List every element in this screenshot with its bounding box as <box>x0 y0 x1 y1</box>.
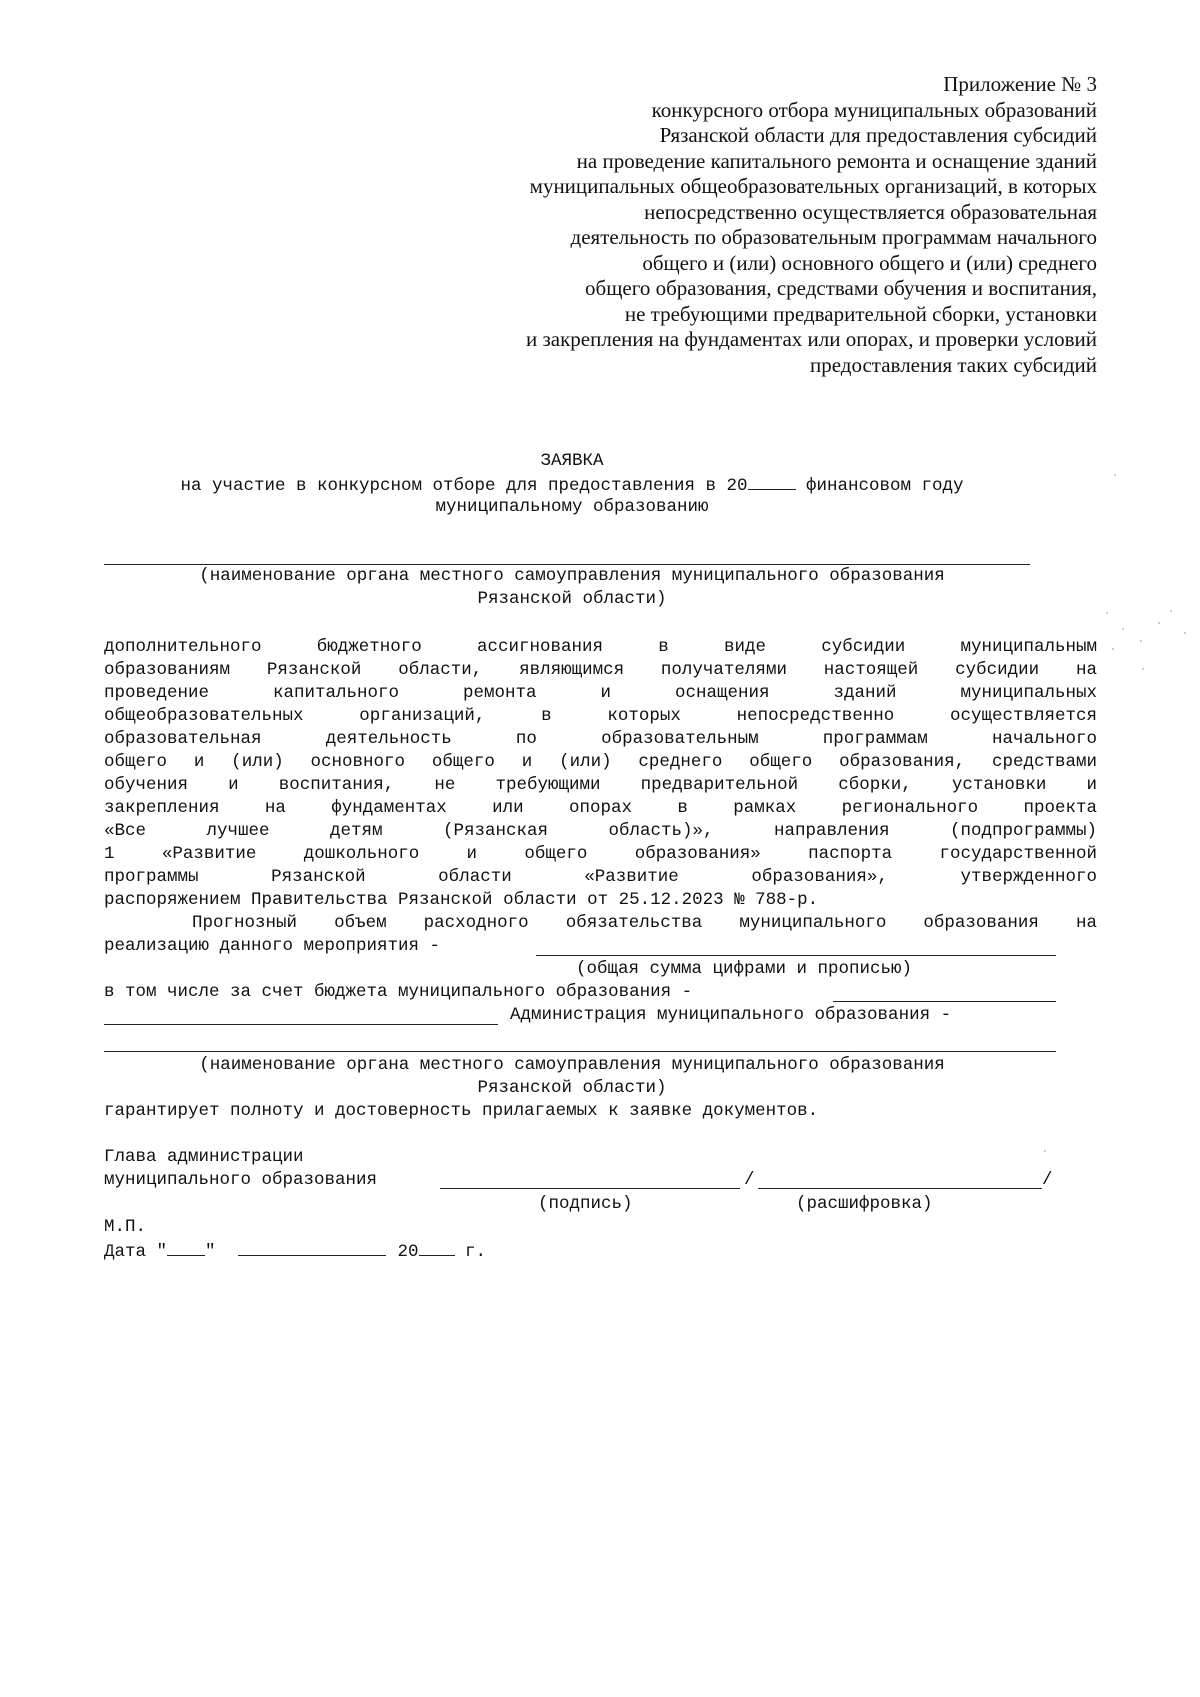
caption-signature: (подпись) <box>538 1194 633 1214</box>
head-title-2: муниципального образования <box>104 1170 378 1190</box>
body-line: 1 «Развитие дошкольного и общего образования» паспорта государственной <box>104 844 1097 864</box>
budget-amount-blank <box>833 1001 1056 1002</box>
body-line: обучения и воспитания, не требующими предварительной сборки, установки и <box>104 775 1097 795</box>
body-line: образованиям Рязанской области, являющимся получателями настоящей субсидии на <box>104 660 1097 680</box>
body-line: образовательная деятельность по образовательным программам начального <box>104 729 1097 749</box>
form-title: ЗАЯВКА <box>540 451 604 471</box>
form-subtitle-part2: финансовом году <box>795 476 964 496</box>
header-line: непосредственно осуществляется образовательная <box>644 199 1097 224</box>
caption-org-region: Рязанской области) <box>477 589 667 609</box>
scan-speck <box>1140 640 1142 642</box>
date-label: Дата " <box>104 1242 168 1262</box>
header-line: предоставления таких субсидий <box>809 352 1097 377</box>
body-line: закрепления на фундаментах или опорах в рамках регионального проекта <box>104 798 1097 818</box>
body-line: общего и (или) основного общего и (или) среднего общего образования, средствами <box>104 752 1097 772</box>
header-line: и закрепления на фундаментах или опорах, и проверки условий <box>525 327 1097 351</box>
body-line: проведение капитального ремонта и оснащения зданий муниципальных <box>104 683 1097 703</box>
forecast-line2: реализацию данного мероприятия - <box>104 936 441 956</box>
admin-name-blank <box>104 1024 498 1025</box>
caption-total-sum: (общая сумма цифрами и прописью) <box>576 959 913 979</box>
year-blank <box>748 473 796 490</box>
scan-speck <box>1114 474 1116 476</box>
signature-slash: / <box>744 1170 755 1190</box>
month-blank <box>238 1239 386 1256</box>
header-line: на проведение капитального ремонта и оснащение зданий <box>576 148 1097 173</box>
form-subtitle-line2: муниципальному образованию <box>435 497 709 517</box>
form-subtitle-part1: на участие в конкурсном отборе для предоставления в 20 <box>180 476 748 496</box>
date-suffix: г. <box>454 1242 487 1262</box>
scan-speck <box>1112 648 1114 650</box>
body-last-line: распоряжением Правительства Рязанской области от 25.12.2023 № 788-р. <box>104 890 819 910</box>
budget-line: в том числе за счет бюджета муниципального образования - <box>104 982 693 1002</box>
caption-org-name-2: (наименование органа местного самоуправления муниципального образования <box>199 1055 945 1075</box>
decoding-blank <box>758 1188 1042 1189</box>
header-line: общего образования, средствами обучения и воспитания, <box>585 276 1097 300</box>
org-name-blank-2 <box>104 1051 1056 1052</box>
day-blank <box>167 1239 205 1256</box>
body-line: программы Рязанской области «Развитие образования», утвержденного <box>104 867 1097 887</box>
caption-org-region-2: Рязанской области) <box>477 1078 667 1098</box>
header-line: Приложение № 3 <box>943 72 1097 96</box>
admin-line: Администрация муниципального образования - <box>510 1005 952 1025</box>
year-suffix-blank <box>419 1239 455 1256</box>
header-line: общего и (или) основного общего и (или) среднего <box>642 250 1097 275</box>
appendix-header <box>417 72 1097 378</box>
scan-speck <box>1142 668 1144 670</box>
scan-speck <box>1122 628 1124 630</box>
body-line: дополнительного бюджетного ассигнования в виде субсидии муниципальным <box>104 637 1097 657</box>
seal-label: М.П. <box>104 1217 147 1237</box>
form-subtitle <box>104 473 1040 497</box>
date-quote: " <box>205 1242 216 1262</box>
scan-speck <box>1044 1150 1046 1152</box>
total-sum-blank <box>536 955 1056 956</box>
head-title: Глава администрации <box>104 1147 304 1167</box>
guarantee-text: гарантирует полноту и достоверность прилагаемых к заявке документов. <box>104 1101 819 1121</box>
scan-speck <box>1170 610 1172 612</box>
header-line: Рязанской области для предоставления субсидий <box>659 123 1097 147</box>
header-line: не требующими предварительной сборки, установки <box>624 301 1097 326</box>
header-line: деятельность по образовательным программам начального <box>570 225 1097 249</box>
forecast-line: Прогнозный объем расходного обязательства муниципального образования на <box>192 913 1097 933</box>
header-line: муниципальных общеобразовательных организаций, в которых <box>529 174 1097 198</box>
scan-speck <box>1106 612 1108 614</box>
scan-speck <box>1158 622 1160 624</box>
signature-blank <box>440 1188 740 1189</box>
date-line <box>104 1239 486 1263</box>
caption-org-name: (наименование органа местного самоуправления муниципального образования <box>199 566 945 586</box>
body-line: общеобразовательных организаций, в которых непосредственно осуществляется <box>104 706 1097 726</box>
date-year: 20 <box>397 1242 419 1262</box>
caption-decoding: (расшифровка) <box>796 1194 933 1214</box>
scan-speck <box>1184 632 1186 634</box>
decoding-slash: / <box>1042 1170 1053 1190</box>
body-line: «Все лучшее детям (Рязанская область)», направления (подпрограммы) <box>104 821 1097 841</box>
header-line: конкурсного отбора муниципальных образований <box>651 97 1097 122</box>
